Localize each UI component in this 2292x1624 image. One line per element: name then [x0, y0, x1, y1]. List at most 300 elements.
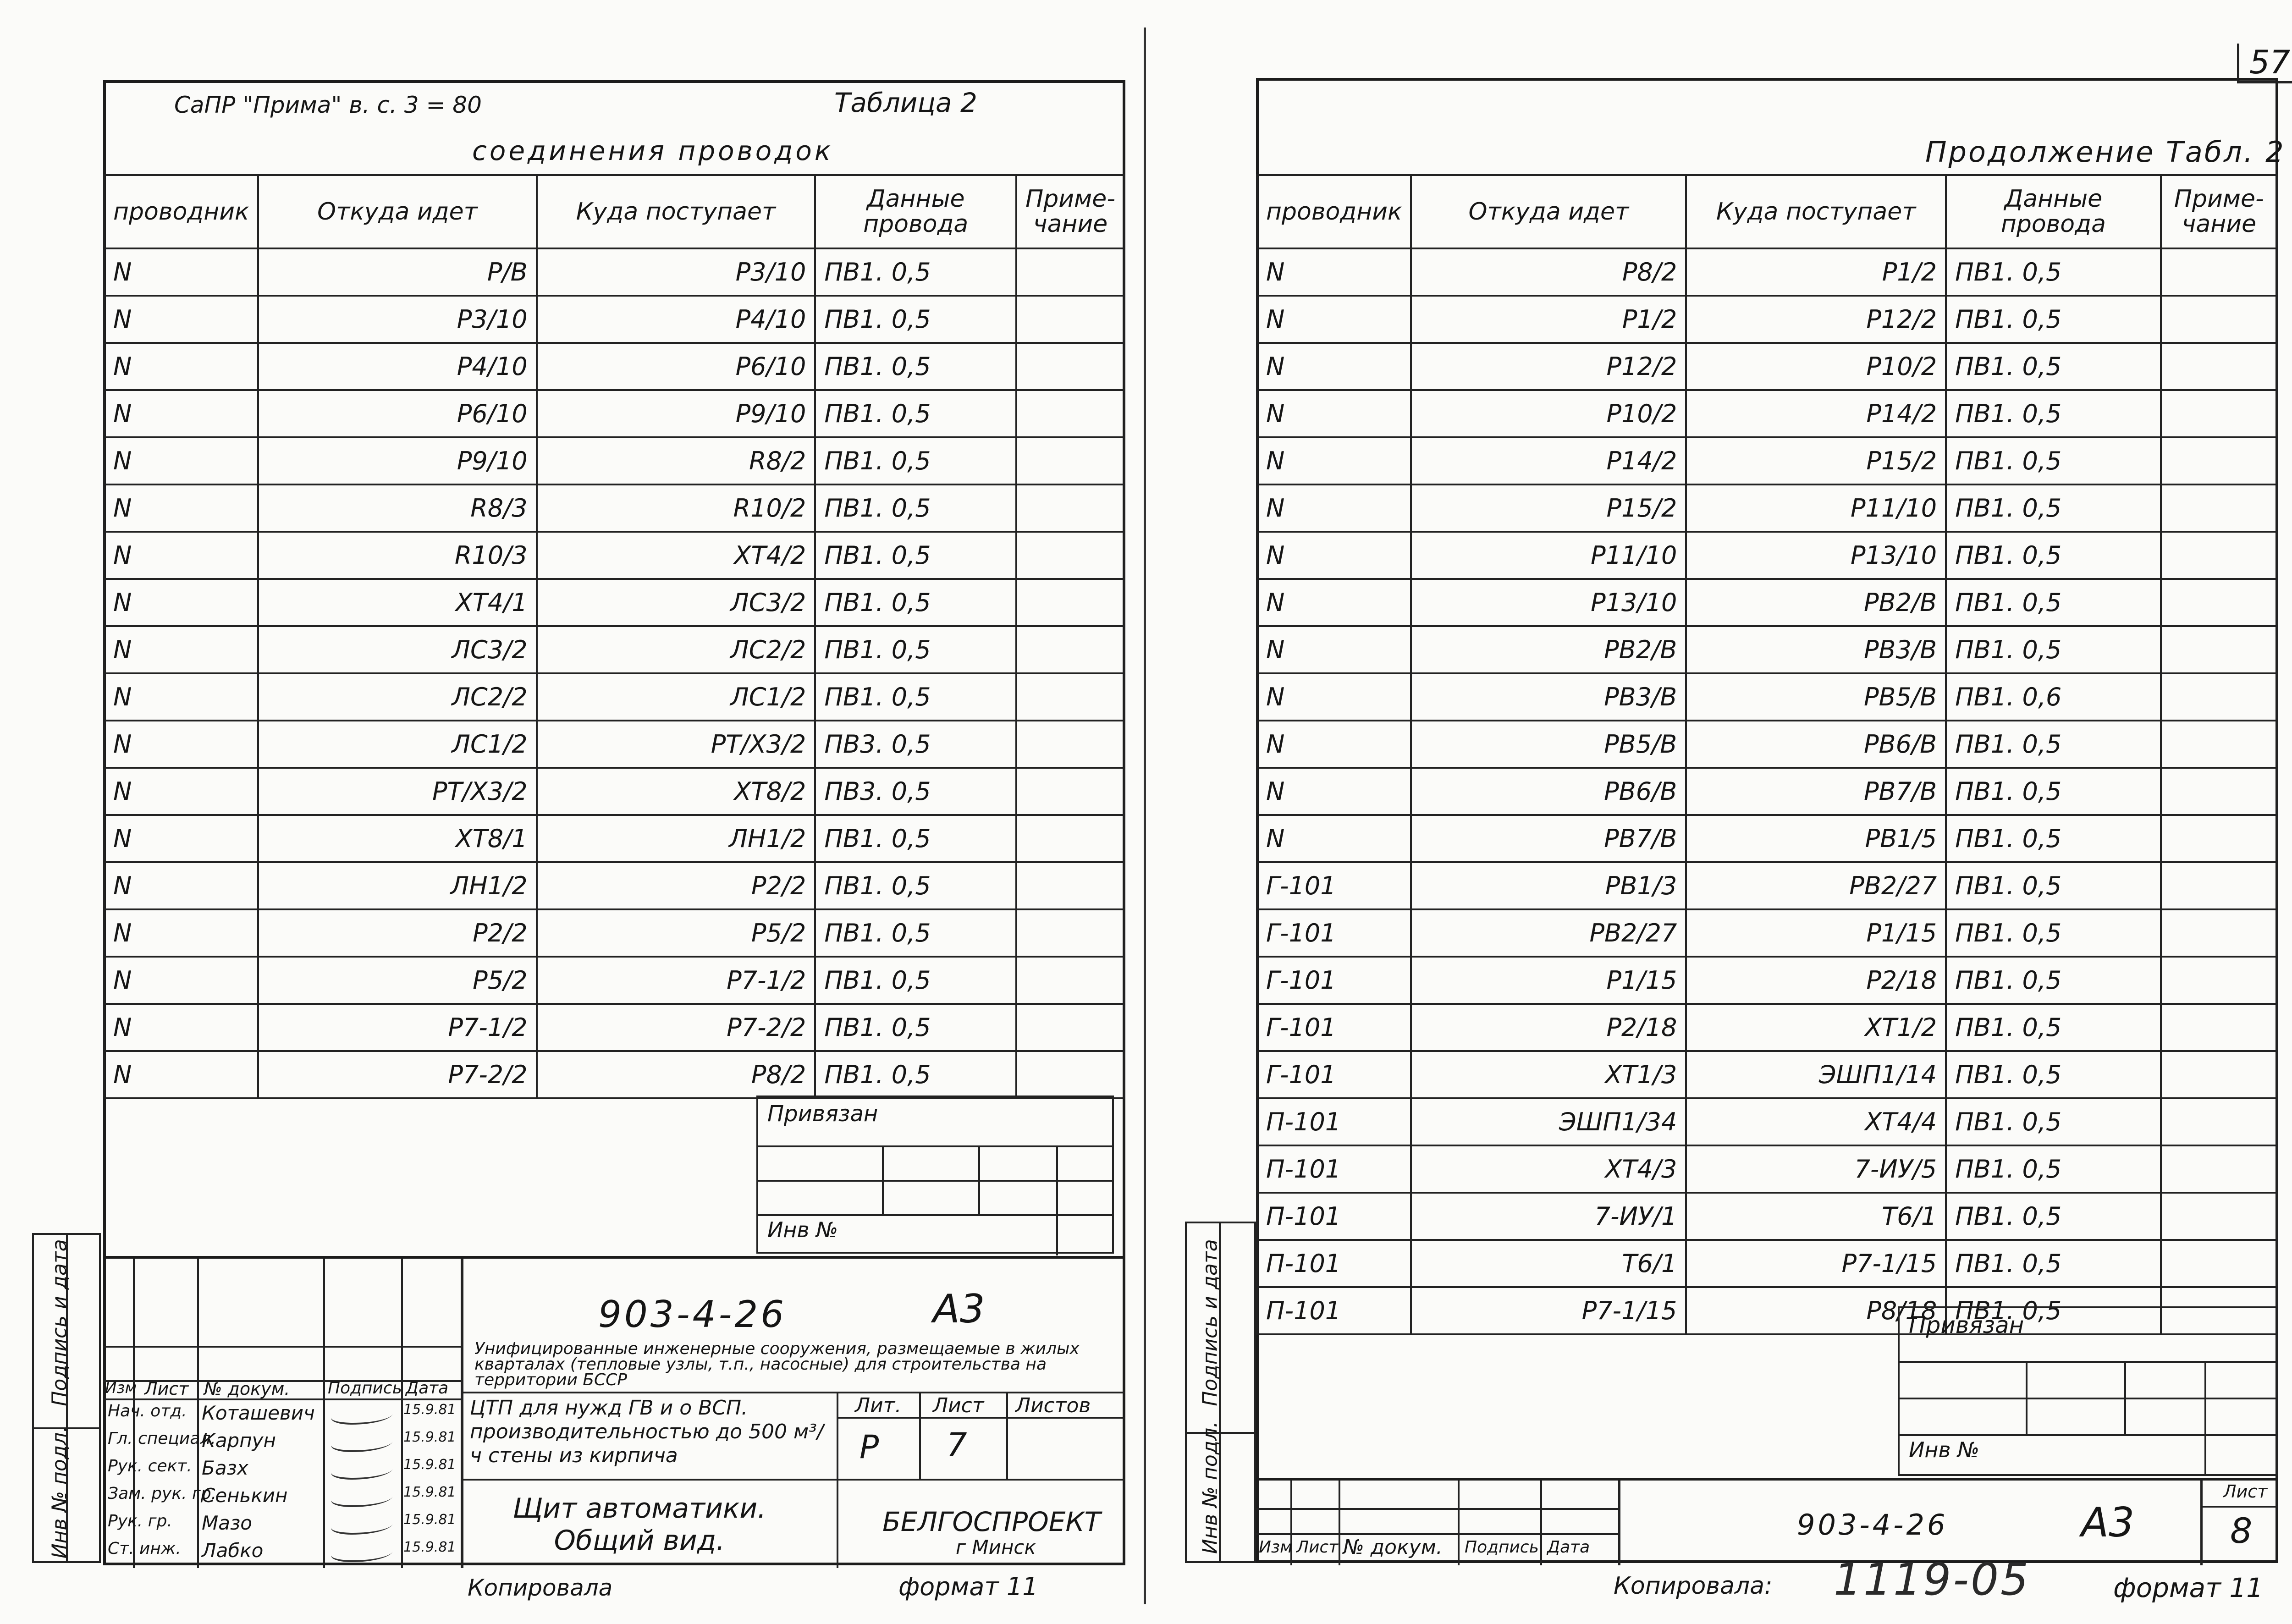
cell-note — [1016, 484, 1124, 532]
cell-wire-data: ПВ1. 0,5 — [815, 390, 1016, 437]
signature-scribble — [328, 1435, 396, 1452]
cell-note — [2161, 1004, 2277, 1051]
stamp-listov-header: Листов — [1015, 1394, 1091, 1417]
cell-to: P7-1/15 — [1686, 1240, 1946, 1287]
stamp-col-sign: Подпись — [1465, 1538, 1539, 1557]
cell-note — [2161, 390, 2277, 437]
cell-to: P7-2/2 — [537, 1004, 815, 1051]
stamp-person-name: Лабко — [202, 1539, 264, 1562]
cell-note — [2161, 484, 2277, 532]
cell-conductor: N — [1257, 815, 1411, 862]
table-row — [104, 1051, 1124, 1098]
stamp-list-header: Лист — [2223, 1481, 2268, 1502]
cell-wire-data: ПВ1. 0,5 — [1946, 248, 2160, 296]
table-row — [1257, 1193, 2277, 1240]
stamp-drawing-name: Щит автоматики. Общий вид. — [512, 1492, 766, 1557]
cell-to: P14/2 — [1686, 390, 1946, 437]
cell-to: P9/10 — [537, 390, 815, 437]
header-note: Приме-чание — [1016, 175, 1124, 248]
stamp-list-header: Лист — [933, 1394, 984, 1417]
table-row — [104, 862, 1124, 909]
cell-note — [1016, 1051, 1124, 1098]
cell-wire-data: ПВ3. 0,5 — [815, 768, 1016, 815]
cell-to: PB3/B — [1686, 626, 1946, 673]
stamp-org: БЕЛГОСПРОЕКТ — [882, 1506, 1101, 1537]
cell-from: XT8/1 — [258, 815, 536, 862]
cell-conductor: N — [104, 721, 258, 768]
cell-conductor: N — [104, 484, 258, 532]
cell-from: PB2/B — [1411, 626, 1686, 673]
cell-note — [2161, 815, 2277, 862]
table-row — [1257, 1240, 2277, 1287]
cell-note — [1016, 815, 1124, 862]
cell-from: PB6/B — [1411, 768, 1686, 815]
table-row — [1257, 721, 2277, 768]
cell-conductor: N — [1257, 437, 1411, 484]
cell-from: 7-ИУ/1 — [1411, 1193, 1686, 1240]
stamp-col-date: Дата — [406, 1379, 449, 1398]
cell-note — [1016, 532, 1124, 579]
format-label-right: формат 11 — [2113, 1572, 2264, 1603]
cell-note — [1016, 1004, 1124, 1051]
cell-conductor: N — [104, 768, 258, 815]
cell-from: P2/18 — [1411, 1004, 1686, 1051]
cell-conductor: N — [1257, 721, 1411, 768]
cell-note — [1016, 862, 1124, 909]
cell-note — [2161, 1098, 2277, 1145]
cell-note — [2161, 626, 2277, 673]
cell-to: PB2/27 — [1686, 862, 1946, 909]
cell-wire-data: ПВ1. 0,5 — [815, 437, 1016, 484]
cell-from: XT1/3 — [1411, 1051, 1686, 1098]
privyazan-label: Привязан — [1909, 1312, 2024, 1338]
cell-wire-data: ПВ1. 0,5 — [1946, 815, 2160, 862]
stamp-code: 903-4-26 — [598, 1293, 787, 1336]
table-row — [1257, 1145, 2277, 1193]
cell-note — [1016, 390, 1124, 437]
stamp-person-date: 15.9.81 — [403, 1457, 456, 1473]
stamp-person-name: Сенькин — [202, 1484, 288, 1507]
cell-from: P5/2 — [258, 957, 536, 1004]
signature-scribble — [328, 1490, 396, 1507]
signature-scribble — [328, 1462, 396, 1480]
cell-wire-data: ПВ1. 0,5 — [1946, 862, 2160, 909]
cell-note — [2161, 532, 2277, 579]
table-row — [104, 721, 1124, 768]
cell-to: ЛС2/2 — [537, 626, 815, 673]
stamp-person-date: 15.9.81 — [403, 1429, 456, 1445]
cell-wire-data: ПВ1. 0,5 — [1946, 579, 2160, 626]
table-row — [104, 248, 1124, 296]
table-row — [1257, 768, 2277, 815]
cell-to: P1/15 — [1686, 909, 1946, 957]
cell-wire-data: ПВ1. 0,5 — [1946, 1193, 2160, 1240]
cell-from: XT4/1 — [258, 579, 536, 626]
stamp-person-role: Ст. инж. — [108, 1539, 181, 1558]
cell-note — [1016, 437, 1124, 484]
cell-to: ЛС3/2 — [537, 579, 815, 626]
side-label-signature: Подпись и дата — [48, 1239, 72, 1406]
side-label-signature: Подпись и дата — [1198, 1239, 1222, 1406]
cell-wire-data: ПВ1. 0,5 — [1946, 1004, 2160, 1051]
table-row — [104, 768, 1124, 815]
cell-conductor: П-101 — [1257, 1193, 1411, 1240]
cell-conductor: N — [104, 673, 258, 721]
stamp-person-date: 15.9.81 — [403, 1539, 456, 1555]
header-from: Откуда идет — [258, 175, 536, 248]
cell-to: P2/18 — [1686, 957, 1946, 1004]
cell-to: R8/2 — [537, 437, 815, 484]
page-mark: 57 — [2237, 44, 2292, 83]
table-row — [1257, 1004, 2277, 1051]
table-row — [1257, 532, 2277, 579]
cell-conductor: N — [104, 248, 258, 296]
cell-conductor: N — [104, 343, 258, 390]
cell-from: P7-2/2 — [258, 1051, 536, 1098]
cell-note — [2161, 1051, 2277, 1098]
cell-to: XT4/4 — [1686, 1098, 1946, 1145]
stamp-person-role: Рук. гр. — [108, 1512, 172, 1530]
stamp-col-doc: № докум. — [204, 1379, 290, 1399]
table-row — [1257, 626, 2277, 673]
cell-from: ЭШП1/34 — [1411, 1098, 1686, 1145]
cell-wire-data: ПВ1. 0,5 — [1946, 532, 2160, 579]
cell-to: P10/2 — [1686, 343, 1946, 390]
cell-conductor: N — [104, 437, 258, 484]
table-row — [104, 437, 1124, 484]
cell-conductor: П-101 — [1257, 1145, 1411, 1193]
cell-from: P1/15 — [1411, 957, 1686, 1004]
cell-conductor: N — [104, 909, 258, 957]
cell-wire-data: ПВ1. 0,5 — [1946, 1145, 2160, 1193]
table-row — [1257, 673, 2277, 721]
table-row — [1257, 579, 2277, 626]
cell-conductor: N — [104, 957, 258, 1004]
stamp-format-code: А3 — [933, 1286, 985, 1332]
cell-note — [1016, 957, 1124, 1004]
cell-conductor: N — [1257, 248, 1411, 296]
table-row — [1257, 909, 2277, 957]
cell-to: PB6/B — [1686, 721, 1946, 768]
cell-note — [1016, 343, 1124, 390]
table-row — [104, 909, 1124, 957]
privyazan-block — [1898, 1306, 2278, 1476]
cell-to: ЛН1/2 — [537, 815, 815, 862]
stamp-format-code: А3 — [2081, 1499, 2135, 1546]
cell-wire-data: ПВ1. 0,5 — [1946, 343, 2160, 390]
side-label-inv: Инв № подл. — [48, 1426, 72, 1559]
cell-note — [2161, 1145, 2277, 1193]
cell-wire-data: ПВ1. 0,5 — [815, 579, 1016, 626]
cell-conductor: N — [104, 1004, 258, 1051]
cell-conductor: Г-101 — [1257, 1051, 1411, 1098]
table-row — [104, 815, 1124, 862]
cell-conductor: N — [104, 626, 258, 673]
stamp-col-list: Лист — [1296, 1538, 1339, 1557]
cell-to: ЛС1/2 — [537, 673, 815, 721]
header-to: Куда поступает — [1686, 175, 1946, 248]
cell-from: P7-1/15 — [1411, 1287, 1686, 1334]
stamp-code: 903-4-26 — [1797, 1508, 1948, 1541]
table-row — [1257, 437, 2277, 484]
cell-conductor: N — [104, 296, 258, 343]
cell-to: ЭШП1/14 — [1686, 1051, 1946, 1098]
stamp-col-izm: Изм — [1259, 1538, 1293, 1557]
stamp-col-date: Дата — [1547, 1538, 1590, 1557]
cell-from: P1/2 — [1411, 296, 1686, 343]
cell-note — [1016, 673, 1124, 721]
table-row — [104, 673, 1124, 721]
table-row — [104, 296, 1124, 343]
cell-wire-data: ПВ1. 0,5 — [1946, 1287, 2160, 1334]
cell-conductor: П-101 — [1257, 1240, 1411, 1287]
cell-to: P4/10 — [537, 296, 815, 343]
cell-from: ЛС3/2 — [258, 626, 536, 673]
cell-to: P3/10 — [537, 248, 815, 296]
cell-note — [2161, 862, 2277, 909]
inv-no-label: Инв № — [767, 1217, 838, 1242]
cell-wire-data: ПВ1. 0,5 — [815, 532, 1016, 579]
table-label: Таблица 2 — [834, 87, 977, 118]
copied-label-left: Копировала — [468, 1574, 613, 1601]
cell-conductor: N — [1257, 673, 1411, 721]
cell-wire-data: ПВ1. 0,5 — [815, 296, 1016, 343]
cell-conductor: П-101 — [1257, 1098, 1411, 1145]
cell-note — [2161, 248, 2277, 296]
table-row — [104, 1004, 1124, 1051]
table-row — [104, 626, 1124, 673]
cell-from: P/B — [258, 248, 536, 296]
cell-wire-data: ПВ1. 0,5 — [1946, 768, 2160, 815]
cell-conductor: N — [1257, 768, 1411, 815]
signature-scribble — [328, 1407, 396, 1425]
cell-from: P7-1/2 — [258, 1004, 536, 1051]
signature-scribble — [328, 1545, 396, 1562]
cell-from: P2/2 — [258, 909, 536, 957]
cell-to: XT8/2 — [537, 768, 815, 815]
stamp-person-date: 15.9.81 — [403, 1512, 456, 1528]
stamp-title: ЦТП для нужд ГВ и о ВСП. производительностью до 500 м³/ч стены из кирпича — [470, 1396, 824, 1467]
cell-conductor: N — [1257, 579, 1411, 626]
cell-wire-data: ПВ1. 0,5 — [1946, 437, 2160, 484]
cell-note — [1016, 768, 1124, 815]
table-row — [1257, 1098, 2277, 1145]
table-row — [1257, 390, 2277, 437]
stamp-person-name: Коташевич — [202, 1402, 315, 1424]
cell-from: P15/2 — [1411, 484, 1686, 532]
cell-wire-data: ПВ1. 0,5 — [1946, 626, 2160, 673]
cell-note — [1016, 909, 1124, 957]
cell-conductor: N — [1257, 343, 1411, 390]
cell-to: P2/2 — [537, 862, 815, 909]
header-wire-data: Данные провода — [1946, 175, 2160, 248]
cell-to: P1/2 — [1686, 248, 1946, 296]
cell-to: P11/10 — [1686, 484, 1946, 532]
cell-from: PB3/B — [1411, 673, 1686, 721]
cell-from: ЛС1/2 — [258, 721, 536, 768]
stamp-person-role: Зам. рук. гр. — [108, 1484, 217, 1503]
table-row — [104, 957, 1124, 1004]
title-block — [103, 1256, 1125, 1568]
stamp-col-izm: Изм — [105, 1379, 137, 1397]
cell-conductor: N — [1257, 484, 1411, 532]
cell-to: P6/10 — [537, 343, 815, 390]
cell-note — [2161, 957, 2277, 1004]
cell-conductor: Г-101 — [1257, 957, 1411, 1004]
table-row — [1257, 484, 2277, 532]
cell-from: ЛН1/2 — [258, 862, 536, 909]
header-wire-data: Данные провода — [815, 175, 1016, 248]
cell-to: 7-ИУ/5 — [1686, 1145, 1946, 1193]
cell-conductor: N — [1257, 390, 1411, 437]
table-row — [1257, 248, 2277, 296]
stamp-col-doc: № докум. — [1343, 1536, 1443, 1559]
stamp-person-role: Гл. специал. — [108, 1429, 216, 1448]
cell-note — [1016, 626, 1124, 673]
signature-scribble — [328, 1517, 396, 1535]
cell-conductor: Г-101 — [1257, 909, 1411, 957]
cell-note — [2161, 343, 2277, 390]
cell-note — [2161, 579, 2277, 626]
cell-note — [1016, 296, 1124, 343]
cell-to: P8/18 — [1686, 1287, 1946, 1334]
cell-from: P9/10 — [258, 437, 536, 484]
cell-note — [1016, 721, 1124, 768]
cell-wire-data: ПВ1. 0,5 — [815, 1004, 1016, 1051]
cell-from: P6/10 — [258, 390, 536, 437]
table-row — [104, 532, 1124, 579]
cell-from: P14/2 — [1411, 437, 1686, 484]
stamp-list-value: 7 — [947, 1426, 967, 1464]
cell-from: ЛС2/2 — [258, 673, 536, 721]
stamp-person-role: Нач. отд. — [108, 1402, 187, 1420]
stamp-person-date: 15.9.81 — [403, 1402, 456, 1418]
cell-wire-data: ПВ1. 0,5 — [815, 673, 1016, 721]
stamp-person-name: Мазо — [202, 1512, 253, 1534]
cell-from: XT4/3 — [1411, 1145, 1686, 1193]
cell-conductor: N — [104, 1051, 258, 1098]
cell-wire-data: ПВ1. 0,5 — [1946, 484, 2160, 532]
cell-from: R8/3 — [258, 484, 536, 532]
cell-from: T6/1 — [1411, 1240, 1686, 1287]
cell-wire-data: ПВ1. 0,5 — [815, 815, 1016, 862]
cell-from: PT/X3/2 — [258, 768, 536, 815]
cell-to: R10/2 — [537, 484, 815, 532]
cell-conductor: N — [104, 390, 258, 437]
cell-note — [2161, 673, 2277, 721]
cell-to: P7-1/2 — [537, 957, 815, 1004]
cell-from: PB2/27 — [1411, 909, 1686, 957]
format-label-left: формат 11 — [898, 1572, 1038, 1601]
privyazan-label: Привязан — [767, 1101, 878, 1127]
stamp-lit-value: Р — [860, 1428, 879, 1466]
cell-wire-data: ПВ1. 0,5 — [815, 484, 1016, 532]
cell-from: PB7/B — [1411, 815, 1686, 862]
cell-conductor: N — [104, 579, 258, 626]
continuation-label: Продолжение Табл. 2 — [1925, 135, 2286, 169]
header-conductor: проводник — [1257, 175, 1411, 248]
cell-from: P8/2 — [1411, 248, 1686, 296]
header-to: Куда поступает — [537, 175, 815, 248]
stamp-person-name: Карпун — [202, 1429, 276, 1452]
table-row — [104, 390, 1124, 437]
connections-table-continued — [1256, 174, 2278, 1335]
table-row — [1257, 957, 2277, 1004]
cell-conductor: N — [1257, 532, 1411, 579]
cell-wire-data: ПВ1. 0,5 — [1946, 721, 2160, 768]
cell-note — [2161, 1193, 2277, 1240]
cell-from: P12/2 — [1411, 343, 1686, 390]
cell-note — [2161, 768, 2277, 815]
header-note: Приме-чание — [2161, 175, 2277, 248]
stamp-lit-header: Лит. — [855, 1394, 902, 1417]
cell-to: PT/X3/2 — [537, 721, 815, 768]
cell-wire-data: ПВ1. 0,5 — [815, 248, 1016, 296]
cell-wire-data: ПВ3. 0,5 — [815, 721, 1016, 768]
cell-wire-data: ПВ1. 0,5 — [1946, 909, 2160, 957]
stamp-city: г Минск — [956, 1536, 1036, 1558]
cell-note — [1016, 579, 1124, 626]
cell-wire-data: ПВ1. 0,5 — [815, 343, 1016, 390]
cell-to: P12/2 — [1686, 296, 1946, 343]
cell-to: PB5/B — [1686, 673, 1946, 721]
cell-conductor: N — [104, 862, 258, 909]
cell-to: PB7/B — [1686, 768, 1946, 815]
cell-wire-data: ПВ1. 0,5 — [815, 909, 1016, 957]
cell-from: PB1/3 — [1411, 862, 1686, 909]
table-row — [104, 484, 1124, 532]
cell-wire-data: ПВ1. 0,5 — [1946, 957, 2160, 1004]
table-row — [1257, 296, 2277, 343]
cell-from: R10/3 — [258, 532, 536, 579]
cell-to: T6/1 — [1686, 1193, 1946, 1240]
fold-line — [1144, 28, 1146, 1604]
cell-note — [1016, 248, 1124, 296]
cell-conductor: Г-101 — [1257, 1004, 1411, 1051]
stamp-person-role: Рук. сект. — [108, 1457, 192, 1475]
cell-note — [2161, 1240, 2277, 1287]
cell-from: P10/2 — [1411, 390, 1686, 437]
archive-number: 1119-05 — [1834, 1554, 2031, 1605]
cell-to: P13/10 — [1686, 532, 1946, 579]
cell-from: P11/10 — [1411, 532, 1686, 579]
stamp-person-date: 15.9.81 — [403, 1484, 456, 1500]
table-row — [1257, 1051, 2277, 1098]
cell-note — [2161, 721, 2277, 768]
header-conductor: проводник — [104, 175, 258, 248]
table-row — [104, 343, 1124, 390]
table-row — [104, 579, 1124, 626]
cell-wire-data: ПВ1. 0,5 — [1946, 1240, 2160, 1287]
table-row — [1257, 343, 2277, 390]
copied-label-right: Копировала: — [1614, 1572, 1773, 1600]
connections-table — [103, 174, 1125, 1099]
cell-conductor: N — [104, 532, 258, 579]
cell-conductor: N — [1257, 626, 1411, 673]
cell-to: XT1/2 — [1686, 1004, 1946, 1051]
cell-from: PB5/B — [1411, 721, 1686, 768]
cell-from: P13/10 — [1411, 579, 1686, 626]
table-title: соединения проводок — [472, 135, 833, 166]
header-from: Откуда идет — [1411, 175, 1686, 248]
cell-wire-data: ПВ1. 0,5 — [815, 862, 1016, 909]
cell-from: P4/10 — [258, 343, 536, 390]
cell-to: PB2/B — [1686, 579, 1946, 626]
table-row — [1257, 815, 2277, 862]
cell-conductor: Г-101 — [1257, 862, 1411, 909]
cell-wire-data: ПВ1. 0,5 — [1946, 390, 2160, 437]
cell-to: PB1/5 — [1686, 815, 1946, 862]
